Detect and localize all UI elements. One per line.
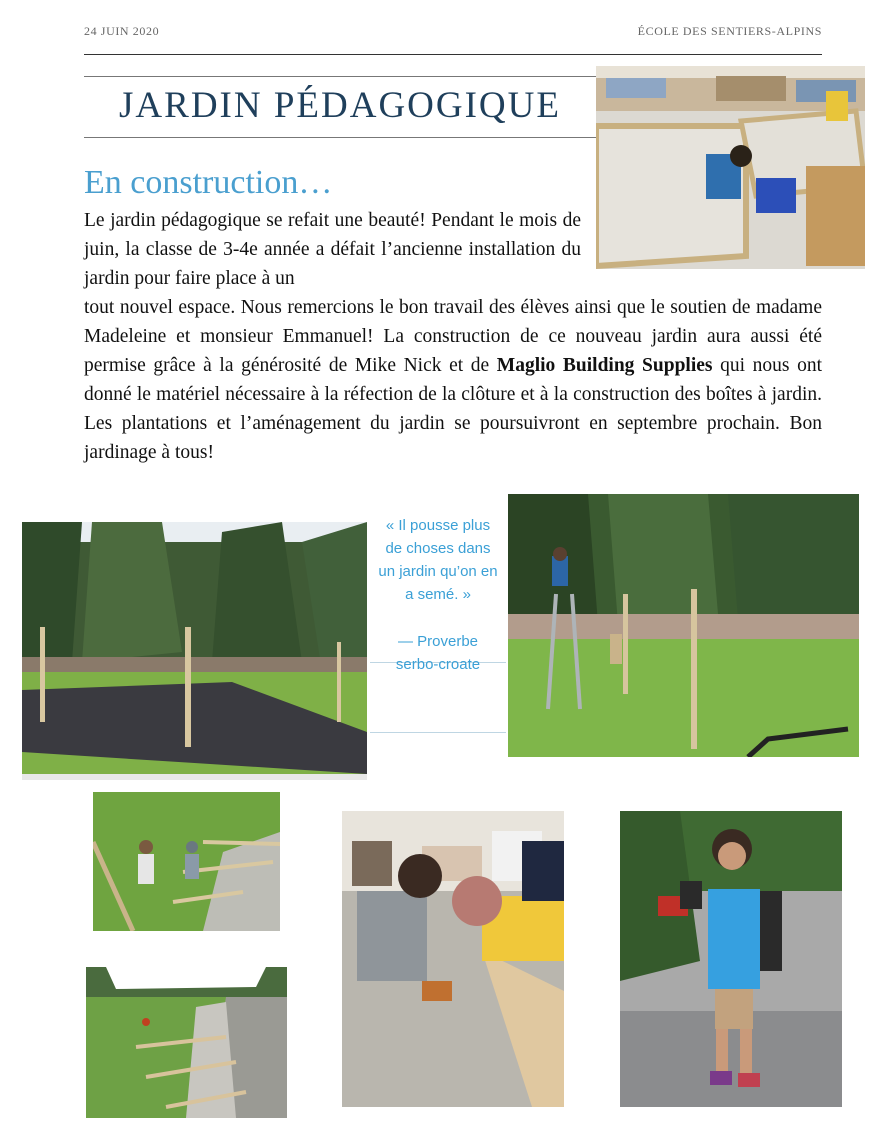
article-paragraph-bottom (84, 294, 822, 467)
header-school-name: ÉCOLE DES SENTIERS-ALPINS (637, 24, 822, 38)
photo-fence-posts-ladder (508, 494, 859, 757)
photo-kids-boards-grass (93, 792, 280, 931)
article-text-part-1: tout nouvel espace. Nous remercions le bon travail des élèves ainsi que le soutien de madame Madeleine et monsieur Emmanuel! La construction de ce nouveau jardin aura aussi été permise grâce à la générosité de Mike Nick et de (84, 297, 822, 376)
article-paragraph-top: Le jardin pédagogique se refait une beauté! Pendant le mois de juin, la classe de 3-4e année a défait l’ancienne installation du jardin pour faire place à un (84, 210, 581, 289)
photo-garden-tarp (22, 522, 367, 780)
header-date: 24 JUIN 2020 (84, 24, 160, 38)
photo-boards-near-path (86, 967, 287, 1118)
photo-classroom-boxes (596, 66, 865, 269)
quote-bottom-rule (370, 732, 506, 733)
title-rule-top (84, 76, 596, 77)
quote-text: « Il pousse plus de choses dans un jardin qu’on en a semé. » (378, 517, 498, 603)
article-text-part-2: qui nous ont donné le matériel nécessaire à la réfection de la clôture et à la construction des boîtes à jardin. Les plantations et l’aménagement du jardin se poursuivront en septembre prochain. Bon jardinage à tous! (84, 354, 822, 463)
photo-kids-drilling (342, 811, 564, 1107)
pull-quote (370, 514, 506, 676)
title-rule-bottom (84, 137, 596, 138)
photo-boy-with-drill (620, 811, 842, 1107)
header-divider (84, 54, 822, 55)
sponsor-name: Maglio Building Supplies (496, 354, 713, 376)
quote-attribution: — Proverbe serbo-croate (395, 633, 481, 673)
page-title: JARDIN PÉDAGOGIQUE (119, 85, 561, 126)
article-subtitle: En construction… (84, 164, 333, 201)
